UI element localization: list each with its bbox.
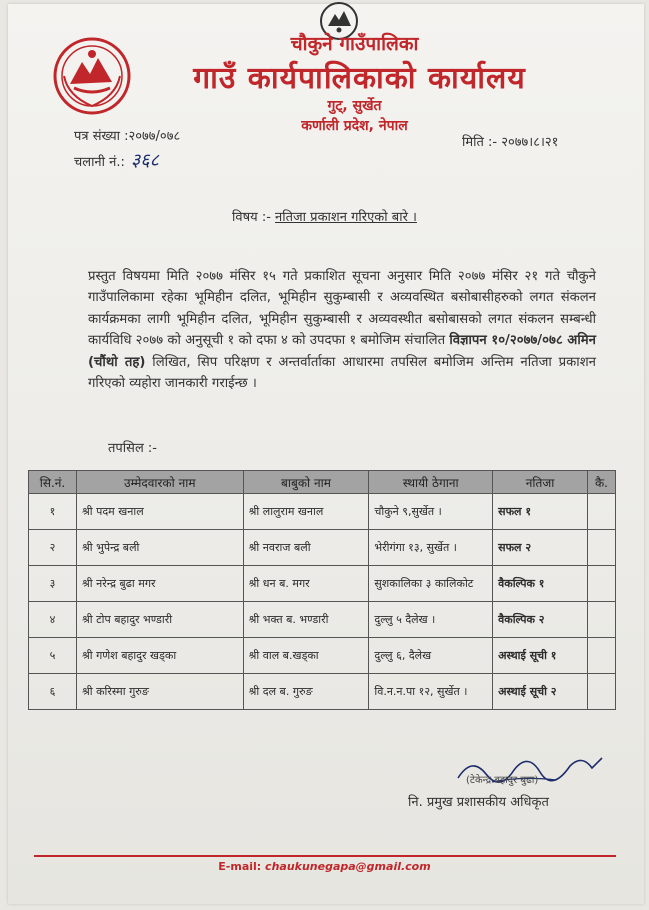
cell-name: श्री गणेश बहादुर खड्का — [76, 638, 243, 674]
cell-sn: २ — [29, 530, 77, 566]
cell-remark — [587, 602, 615, 638]
cell-father: श्री धन ब. मगर — [243, 566, 369, 602]
province-name: कर्णाली प्रदेश, नेपाल — [301, 118, 408, 134]
cell-remark — [587, 494, 615, 530]
table-row — [29, 566, 616, 602]
col-header-address: स्थायी ठेगाना — [369, 471, 493, 494]
cell-remark — [587, 674, 615, 710]
signatory-title: नि. प्रमुख प्रशासकीय अधिकृत — [408, 795, 549, 810]
col-header-name: उम्मेदवारको नाम — [76, 471, 243, 494]
cell-result: अस्थाई सूची २ — [493, 674, 588, 710]
footer-divider — [34, 855, 616, 857]
dispatch-value: ३६८ — [130, 150, 159, 171]
cell-sn: १ — [29, 494, 77, 530]
cell-address: दुल्लु ६, दैलेख — [369, 638, 493, 674]
table-row — [29, 494, 616, 530]
cell-father: श्री भक्त ब. भण्डारी — [243, 602, 369, 638]
cell-address: चौकुने ९,सुर्खेत । — [369, 494, 493, 530]
reference-label: पत्र संख्या : — [74, 129, 129, 144]
cell-father: श्री वाल ब.खड्का — [243, 638, 369, 674]
table-row — [29, 602, 616, 638]
cell-name: श्री पदम खनाल — [76, 494, 243, 530]
date-label: मिति :- — [462, 135, 498, 150]
dispatch-label: चलानी नं.: — [74, 155, 125, 170]
col-header-father: बाबुको नाम — [243, 471, 369, 494]
cell-result: वैकल्पिक १ — [493, 566, 588, 602]
cell-result: सफल २ — [493, 530, 588, 566]
email-label: E-mail: — [218, 860, 262, 873]
reference-value: २०७७/०७८ — [128, 129, 181, 144]
cell-name: श्री करिस्मा गुरुङ — [76, 674, 243, 710]
body-text-bold: विज्ञापन १०/२०७७/०७८ अमिन (चौंथो तह) — [88, 333, 597, 370]
table-row — [29, 674, 616, 710]
signatory-name: (टेकेन्द्र बहादुर बुढा) — [466, 775, 539, 786]
col-header-remark: कै. — [587, 471, 615, 494]
subject-label: विषय :- — [232, 210, 271, 225]
cell-address: दुल्लु ५ दैलेख । — [369, 602, 493, 638]
col-header-sn: सि.नं. — [29, 471, 77, 494]
table-row — [29, 530, 616, 566]
col-header-result: नतिजा — [493, 471, 588, 494]
cell-result: अस्थाई सूची १ — [493, 638, 588, 674]
cell-father: श्री दल ब. गुरुङ — [243, 674, 369, 710]
footer-email — [0, 860, 649, 873]
office-location: गुट्, सुर्खेत — [327, 98, 382, 114]
letter-body — [88, 266, 596, 394]
cell-remark — [587, 530, 615, 566]
cell-result: वैकल्पिक २ — [493, 602, 588, 638]
cell-sn: ५ — [29, 638, 77, 674]
table-header-row — [29, 471, 616, 494]
cell-father: श्री लालुराम खनाल — [243, 494, 369, 530]
dispatch-number — [74, 148, 159, 172]
cell-name: श्री नरेन्द्र बुढा मगर — [76, 566, 243, 602]
cell-remark — [587, 638, 615, 674]
cell-sn: ६ — [29, 674, 77, 710]
date-value: २०७७।८।२१ — [501, 135, 559, 150]
body-text-part2: लिखित, सिप परिक्षण र अन्तर्वार्ताका आधारमा तपसिल बमोजिम अन्तिम नतिजा प्रकाशन गरिएको व्यहोरा जानकारी गराईन्छ । — [88, 354, 596, 392]
cell-address: भेरीगंगा १३, सुर्खेत । — [369, 530, 493, 566]
letter-date — [462, 132, 558, 150]
subject-text: नतिजा प्रकाशन गरिएको बारे । — [275, 210, 417, 225]
cell-sn: ४ — [29, 602, 77, 638]
cell-remark — [587, 566, 615, 602]
cell-father: श्री नवराज बली — [243, 530, 369, 566]
results-table — [28, 470, 616, 710]
body-text-part1: प्रस्तुत विषयमा मिति २०७७ मंसिर १५ गते प्रकाशित सूचना अनुसार मिति २०७७ मंसिर २१ गते चौकुने गाउँपालिकामा रहेका भूमिहीन दलित, भूमिहीन सुकुम्बासी र अव्यवस्थित बसोबासीहरुको लगत संकलन कार्यक्रमका लागी भूमिहीन दलित, भूमिहीन सुकुम्बासी र अव्यवस्थीत बसोबासको लगत संकलन सम्बन्धी कार्यविधि २०७७ को अनुसूची १ को दफा ४ को उपदफा १ बमोजिम संचालित — [88, 269, 596, 349]
cell-address: सुशकालिका ३ कालिकोट — [369, 566, 493, 602]
cell-name: श्री भुपेन्द्र बली — [76, 530, 243, 566]
cell-sn: ३ — [29, 566, 77, 602]
municipality-name: चौकुने गाउँपालिका — [290, 33, 419, 55]
reference-number — [74, 126, 180, 144]
office-name: गाउँ कार्यपालिकाको कार्यालय — [193, 61, 526, 96]
cell-address: वि.न.न.पा १२, सुर्खेत । — [369, 674, 493, 710]
table-row — [29, 638, 616, 674]
cell-result: सफल १ — [493, 494, 588, 530]
subject-line — [0, 207, 649, 225]
cell-name: श्री टोप बहादुर भण्डारी — [76, 602, 243, 638]
details-label: तपसिल :- — [108, 441, 157, 456]
email-address[interactable]: chaukunegapa@gmail.com — [265, 860, 431, 873]
